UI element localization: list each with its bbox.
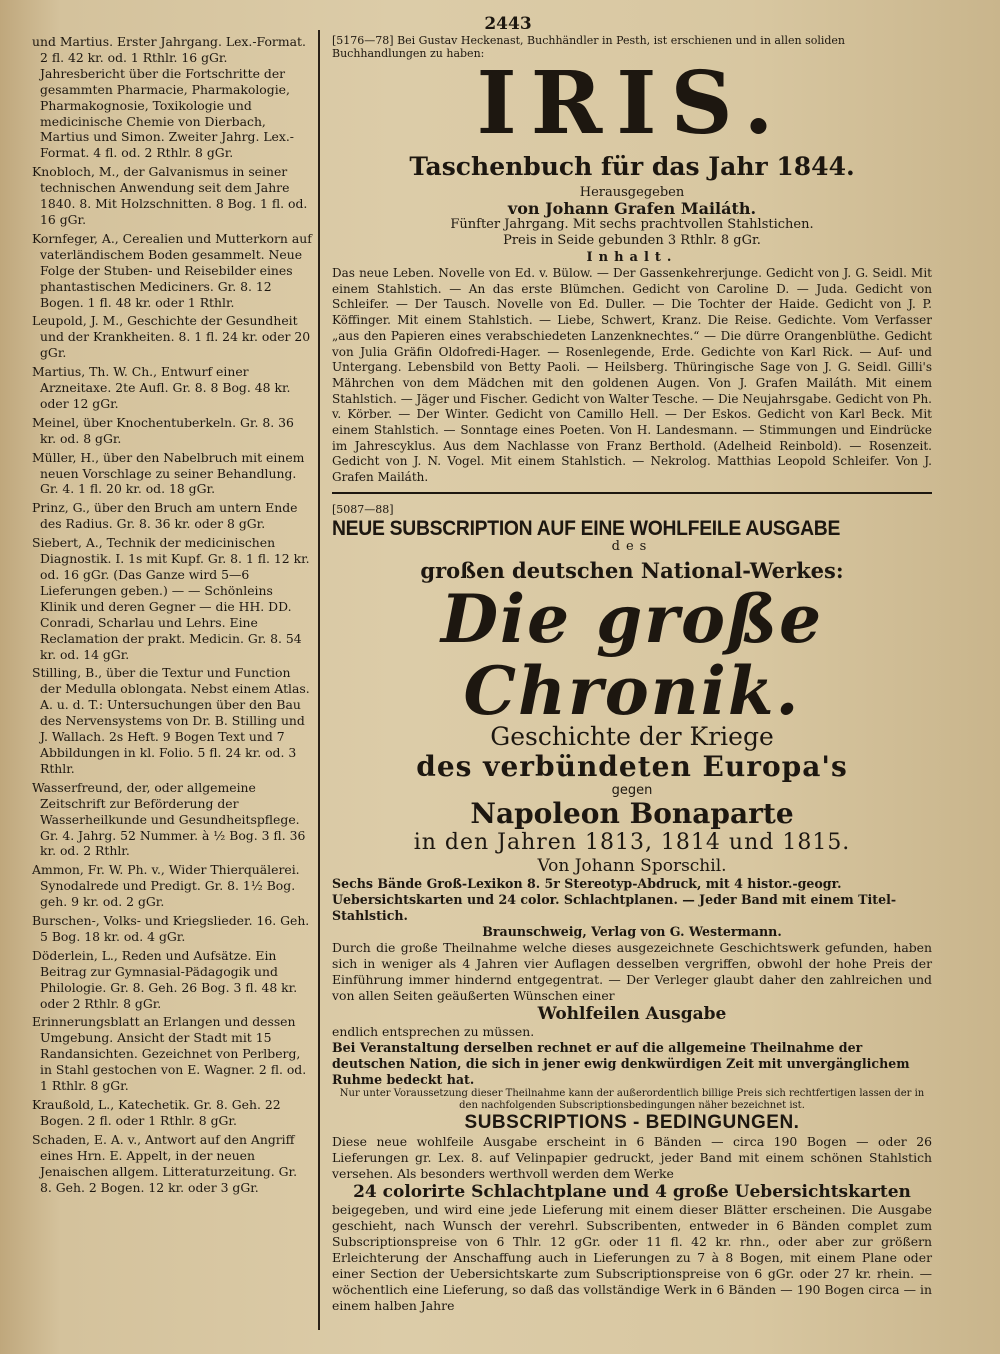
iris-advertisement [332,34,932,486]
book-listing: Prinz, G., über den Bruch am untern Ende des Radius. Gr. 8. 36 kr. oder 8 gGr. [32,500,298,532]
chronik-geschichte: Geschichte der Kriege [490,721,774,751]
chronik-gegen: gegen [611,782,653,798]
iris-editor-line1: Herausgegeben [579,185,685,200]
chronik-conditions1: Diese neue wohlfeile Ausgabe erscheint in 6 Bänden — circa 190 Bogen — oder 26 Lieferungen gr. Lex. 8. auf Velinpapier gedruckt, jeder Band mit einem schönen Stahlstich versehen. Als besonders werthvoll werden dem Werke [332,1133,932,1181]
book-listing: Schaden, E. A. v., Antwort auf den Angriff eines Hrn. E. Appelt, in der neuen Jenaischen allgem. Litteraturzeitung. Gr. 8. Geh. 2 Bogen. 12 kr. oder 3 gGr. [32,1131,298,1195]
chronik-headline: NEUE SUBSCRIPTION AUF EINE WOHLFEILE AUSGABE [332,516,841,540]
book-listing: Erinnerungsblatt an Erlangen und dessen Umgebung. Ansicht der Stadt mit 15 Randansichten. Gezeichnet von Perlberg, in Stahl gestochen von E. Wagner. 2 fl. od. 1 Rthlr. 8 gGr. [32,1014,307,1094]
chronik-title: Die große Chronik. [440,579,824,730]
chronik-advertisement [332,498,932,1314]
chronik-napoleon: Napoleon Bonaparte [470,796,794,830]
book-listing: Martius, Th. W. Ch., Entwurf einer Arzneitaxe. 2te Aufl. Gr. 8. 8 Bog. 48 kr. oder 12 gGr. [32,364,291,411]
iris-edition: Fünfter Jahrgang. Mit sechs prachtvollen Stahlstichen. [450,217,814,232]
iris-contents: Das neue Leben. Novelle von Ed. v. Bülow. — Der Gassenkehrerjunge. Gedicht von J. G. Seidl. Mit einem Stahlstich. — An das erste Blümchen. Gedicht von Caroline D. — Juda. Gedicht von Schleifer. — Der Tausch. Novelle von Ed. Duller. — Die Tochter der Haide. Gedicht von J. P. Köffinger. Mit einem Stahlstich. — Liebe, Schwert, Kranz. Die Reise. Gedichte. Vom Verfasser „aus den Papieren eines verabschiedeten Lanzenknechtes.“ — Die dürre Orangenblüthe. Gedicht von Julia Gräfin Oldofredi-Hager. — Rosenlegende, Erde. Gedichte von Karl Rick. — Auf- und Untergang. Lebensbild von Betty Paoli. — Heilsberg. Thüringische Sage von J. G. Seidl. Gilli's Mährchen von dem Mädchen mit den goldenen Augen. Von J. Grafen Mailáth. Mit einem Stahlstich. — Jäger und Fischer. Gedicht von Walter Tesche. — Die Neujahrsgabe. Gedicht von Ph. v. Körber. — Der Winter. Gedicht von Camillo Hell. — Der Eskos. Gedicht von Karl Beck. Mit einem Stahlstich. — Sonntage eines Poeten. Von H. Landesmann. — Stimmungen und Eindrücke im Jahrescyklus. Aus dem Nachlasse von Franz Berthold. (Adelheid Reinbold). — Rosenzeit. Gedicht von J. N. Vogel. Mit einem Stahlstich. — Nekrolog. Matthias Leopold Schleifer. Von J. Grafen Mailáth. [332,266,932,485]
book-listing: Kornfeger, A., Cerealien und Mutterkorn auf vaterländischem Boden gesammelt. Neue Folge der Stuben- und Reisebilder eines phantastischen Mediciners. Gr. 8. 12 Bogen. 1 fl. 48 kr. oder 1 Rthlr. [32,230,312,310]
chronik-publisher: Braunschweig, Verlag von G. Westermann. [482,923,782,939]
chronik-conditions2: beigegeben, und wird eine jede Lieferung mit einem dieser Blätter erscheinen. Die Ausgabe geschieht, nach Wunsch der verehrl. Subscribenten, entweder in 6 Bänden complet zum Subscriptionspreise von 6 Thlr. 12 gGr. oder 11 fl. 42 kr. rhn., oder aber zur größern Erleichterung der Anschaffung auch in Lieferungen zu 7 à 8 Bogen, mit einem Plane oder einer Section der Uebersichtskarte zum Subscriptionspreise von 6 gGr. oder 27 kr. rhein. — wöchentlich eine Lieferung, so daß das vollständige Werk in 6 Bänden — 190 Bogen circa — in einem halben Jahre [332,1201,932,1313]
book-listing: Burschen-, Volks- und Kriegslieder. 16. Geh. 5 Bog. 18 kr. od. 4 gGr. [32,913,310,944]
book-listing: Knobloch, M., der Galvanismus in seiner technischen Anwendung seit dem Jahre 1840. 8. Mit Holzschnitten. 8 Bog. 1 fl. od. 16 gGr. [32,164,308,227]
chronik-format: Sechs Bände Groß-Lexikon 8. 5r Stereotyp-Abdruck, mit 4 histor.-geogr. Uebersichtskarten und 24 color. Schlachtplanen. — Jeder Band mit einem Titel-Stahlstich. [332,875,897,923]
section-divider [332,492,932,494]
chronik-bold-paragraph: Bei Veranstaltung derselben rechnet er auf die allgemeine Theilnahme der deutschen Nation, die sich in jener ewig denkwürdigen Zeit mit unvergänglichem Ruhme bedeckt hat. [332,1039,910,1087]
iris-subtitle: Taschenbuch für das Jahr 1844. [409,152,855,181]
chronik-karten: 24 colorirte Schlachtplane und 4 große Uebersichtskarten [353,1181,911,1202]
book-listing: Stilling, B., über die Textur und Function der Medulla oblongata. Nebst einem Atlas. A. u. d. T.: Untersuchungen über den Bau des Nervensystems von Dr. B. Stilling und J. Wallach. 2s Heft. 9 Bogen Text und 7 Abbildungen in kl. Folio. 5 fl. 24 kr. od. 3 Rthlr. [32,665,310,776]
book-listing: und Martius. Erster Jahrgang. Lex.-Format. 2 fl. 42 kr. od. 1 Rthlr. 16 gGr. Jahresbericht über die Fortschritte der gesammten Pharmacie, Pharmakologie, Pharmakognosie, Toxikologie und medicinische Chemie von Dierbach, Martius und Simon. Zweiter Jahrg. Lex.-Format. 4 fl. od. 2 Rthlr. 8 gGr. [32,34,306,161]
chronik-national: großen deutschen National-Werkes: [420,557,844,583]
iris-title: IRIS. [476,53,788,154]
book-listing: Müller, H., über den Nabelbruch mit einem neuen Vorschlage zu seiner Behandlung. Gr. 4. 1 fl. 20 kr. od. 18 gGr. [32,449,305,497]
chronik-intro: Durch die große Theilnahme welche dieses ausgezeichnete Geschichtswerk gefunden, haben sich in weniger als 4 Jahren vier Auflagen desselben vergriffen, obwohl der hohe Preis der Einführung immer hindernd entgegentrat. — Der Verleger glaubt daher den zahlreichen und von allen Seiten geäußerten Wünschen einer [332,939,932,1003]
chronik-years: in den Jahren 1813, 1814 und 1815. [413,829,851,855]
book-listing: Ammon, Fr. W. Ph. v., Wider Thierquälerei. Synodalrede und Predigt. Gr. 8. 1½ Bog. geh. 9 kr. od. 2 gGr. [32,862,300,910]
chronik-ad-number: [5087—88] [332,502,394,516]
column-divider [318,30,320,1330]
chronik-endlich: endlich entsprechen zu müssen. [332,1023,535,1039]
chronik-wohlfeil: Wohlfeilen Ausgabe [537,1003,727,1024]
book-listing: Döderlein, L., Reden und Aufsätze. Ein Beitrag zur Gymnasial-Pädagogik und Philologie. Gr. 8. Geh. 26 Bog. 3 fl. 48 kr. oder 2 Rthlr. 8 gGr. [32,947,298,1011]
chronik-author: Von Johann Sporschil. [537,855,727,876]
book-listing: Kraußold, L., Katechetik. Gr. 8. Geh. 22 Bogen. 2 fl. oder 1 Rthlr. 8 gGr. [32,1097,281,1128]
left-column [32,34,312,1198]
iris-editor-line2: von Johann Grafen Mailáth. [507,199,757,218]
book-listing: Meinel, über Knochentuberkeln. Gr. 8. 36 kr. od. 8 gGr. [32,414,294,446]
page-number: 2443 [484,14,532,34]
chronik-note: Nur unter Voraussetzung dieser Theilnahme kann der außerordentlich billige Preis sich rechtfertigen lassen der in den nachfolgenden Subscriptionsbedingungen näher bezeichnet ist. [339,1087,925,1111]
book-listing: Leupold, J. M., Geschichte der Gesundheit und der Krankheiten. 8. 1 fl. 24 kr. oder 20 gGr. [32,313,311,361]
chronik-conditions-heading: SUBSCRIPTIONS - BEDINGUNGEN. [464,1111,800,1133]
chronik-europas: des verbündeten Europa's [416,749,848,783]
iris-contents-heading: Inhalt. [586,250,678,265]
iris-ad-header: [5176—78] Bei Gustav Heckenast, Buchhändler in Pesth, ist erschienen und in allen soliden Buchhandlungen zu haben: [332,34,846,60]
book-listing: Siebert, A., Technik der medicinischen Diagnostik. I. 1s mit Kupf. Gr. 8. 1 fl. 12 kr. od. 16 gGr. (Das Ganze wird 5—6 Lieferungen geben.) — — Schönleins Klinik und deren Gegner — die HH. DD. Conradi, Scharlau und Lehrs. Eine Reclamation der prakt. Medicin. Gr. 8. 54 kr. od. 14 gGr. [32,535,310,662]
right-column [332,34,932,1314]
book-listing: Wasserfreund, der, oder allgemeine Zeitschrift zur Beförderung der Wasserheilkunde und Gesundheitspflege. Gr. 4. Jahrg. 52 Nummer. à ½ Bog. 3 fl. 36 kr. od. 2 Rthlr. [32,779,306,859]
chronik-des: des [611,538,653,554]
iris-price: Preis in Seide gebunden 3 Rthlr. 8 gGr. [503,233,761,248]
